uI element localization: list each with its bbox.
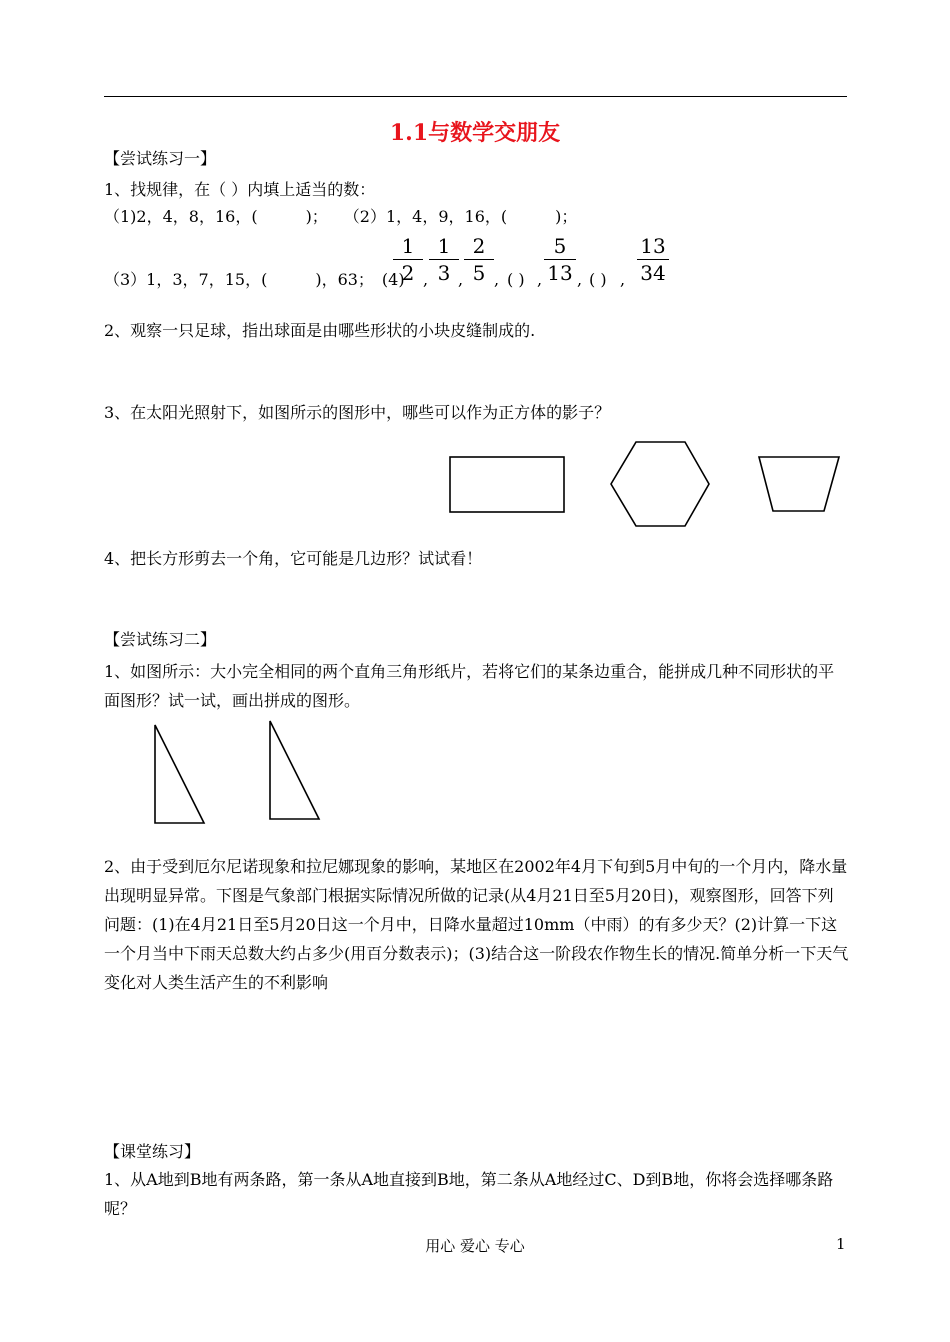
separator: , bbox=[423, 270, 429, 289]
fraction-denominator: 2 bbox=[401, 261, 415, 285]
separator: , bbox=[494, 270, 500, 289]
section-heading-practice-1: 【尝试练习一】 bbox=[104, 149, 217, 168]
fraction-denominator: 5 bbox=[472, 261, 486, 285]
question-1-1-row-2: （3）1，3，7，15，( )，63； (4) bbox=[104, 270, 405, 289]
fraction-numerator: 13 bbox=[637, 235, 669, 260]
fraction-numerator: 5 bbox=[544, 235, 576, 260]
fraction-numerator: 2 bbox=[464, 235, 494, 260]
page-number: 1 bbox=[836, 1235, 846, 1253]
hexagon-shape bbox=[611, 442, 709, 526]
section-heading-practice-2: 【尝试练习二】 bbox=[104, 630, 217, 649]
footer-text: 用心 爱心 专心 bbox=[425, 1237, 525, 1255]
fraction-numerator: 1 bbox=[393, 235, 423, 260]
page-title: 1.1与数学交朋友 bbox=[389, 120, 561, 146]
separator: , bbox=[537, 270, 543, 289]
separator: , bbox=[620, 270, 626, 289]
question-1-3: 3、在太阳光照射下，如图所示的图形中，哪些可以作为正方体的影子？ bbox=[104, 403, 611, 422]
fraction-numerator: 1 bbox=[429, 235, 459, 260]
separator: , bbox=[458, 270, 464, 289]
fraction-denominator: 13 bbox=[547, 261, 573, 285]
fraction-denominator: 3 bbox=[437, 261, 451, 285]
question-1-1: 1、找规律，在（ ）内填上适当的数： bbox=[104, 180, 376, 199]
question-1-1-row-1: （1)2，4，8，16，( )； （2）1，4，9，16，( )； bbox=[104, 207, 578, 226]
fraction-blank: ( ) bbox=[589, 270, 607, 289]
fraction-blank: ( ) bbox=[507, 270, 525, 289]
question-2-2: 2、由于受到厄尔尼诺现象和拉尼娜现象的影响，某地区在2002年4月下旬到5月中旬的一个月内，降水量出现明显异常。下图是气象部门根据实际情况所做的记录(从4月21日至5月20日)，观察图形，回答下列问题：(1)在4月21日至5月20日这一个月中，日降水量超过10mm（中雨）的有多少天？(2)计算一下这一个月当中下雨天总数大约占多少(用百分数表示)；(3)结合这一阶段农作物生长的情况.简单分析一下天气变化对人类生活产生的不利影响 bbox=[104, 857, 849, 992]
question-1-4: 4、把长方形剪去一个角，它可能是几边形？试试看！ bbox=[104, 549, 483, 568]
right-triangle-shape bbox=[155, 725, 204, 823]
fraction-denominator: 34 bbox=[640, 261, 666, 285]
rectangle-shape bbox=[450, 457, 564, 512]
question-3-1: 1、从A地到B地有两条路，第一条从A地直接到B地，第二条从A地经过C、D到B地，你将会选择哪条路呢？ bbox=[104, 1170, 834, 1218]
question-2-1: 1、如图所示：大小完全相同的两个直角三角形纸片，若将它们的某条边重合，能拼成几种不同形状的平面图形？试一试，画出拼成的图形。 bbox=[104, 662, 835, 710]
separator: , bbox=[577, 270, 583, 289]
section-heading-classroom-practice: 【课堂练习】 bbox=[104, 1142, 201, 1161]
right-triangle-shape bbox=[270, 721, 319, 819]
question-1-2: 2、观察一只足球，指出球面是由哪些形状的小块皮缝制成的. bbox=[104, 321, 536, 340]
trapezoid-shape bbox=[759, 457, 839, 511]
